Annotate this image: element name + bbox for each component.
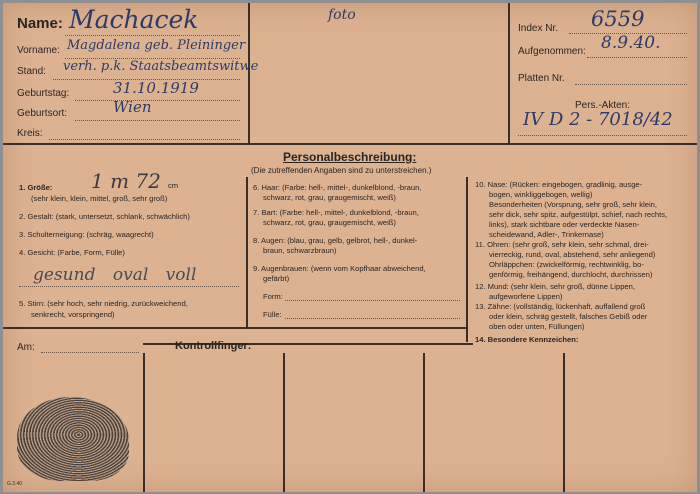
augenbrauen-text-1: 9. Augenbrauen: (wenn vom Kopfhaar abweichend,	[253, 264, 426, 273]
name-value: Machacek	[69, 5, 199, 34]
gesicht-text: 4. Gesicht: (Farbe, Form, Fülle)	[19, 248, 125, 257]
personal-subtitle: (Die zutreffenden Angaben sind zu unterstreichen.)	[251, 166, 432, 175]
ohren-text-3: Ohrläppchen: (zwickelförmig, rechtwinklig, bo-	[489, 260, 644, 269]
fuelle-label: Fülle:	[263, 310, 282, 319]
fuelle-line	[285, 318, 460, 319]
aufgenommen-value: 8.9.40.	[601, 33, 661, 53]
geburtstag-value: 31.10.1919	[113, 79, 199, 97]
bart-text-2: schwarz, rot, grau, graugemischt, weiß)	[263, 218, 396, 227]
augenbrauen-text-2: gefärbt)	[263, 274, 290, 283]
ohren-text-4: genförmig, freihängend, durchlocht, durchrissen)	[489, 270, 653, 279]
nase-text-5: links), stark sichtbare oder verdeckte Nasen-	[489, 220, 640, 229]
personalakten-label: Pers.-Akten:	[575, 100, 631, 111]
schulter-text: 3. Schulterneigung: (schräg, waagrecht)	[19, 230, 154, 239]
stand-label: Stand:	[17, 66, 46, 77]
nase-text-6: scheidewand, Adler-, Trinkernase)	[489, 230, 604, 239]
nase-text-2: bogen, winkliggebogen, wellig)	[489, 190, 593, 199]
mund-text-2: aufgeworfene Lippen)	[489, 292, 563, 301]
gesicht-value: gesund oval voll	[33, 265, 197, 285]
stand-value: verh. p.k. Staatsbeamtswitwe	[63, 59, 259, 74]
haar-text-1: 6. Haar: (Farbe: hell-, mittel-, dunkelblond, -braun,	[253, 183, 422, 192]
geburtsort-line	[75, 120, 240, 121]
zaehne-text-3: oben oder unten, Füllungen)	[489, 322, 585, 331]
stirn-text-1: 5. Stirn: (sehr hoch, sehr niedrig, zurückweichend,	[19, 299, 188, 308]
am-line	[41, 352, 139, 353]
finger-box-divider-2	[283, 353, 285, 492]
ohren-text-1: 11. Ohren: (sehr groß, sehr klein, sehr schmal, drei-	[475, 240, 649, 249]
kennzeichen-text: 14. Besondere Kennzeichen:	[475, 335, 579, 344]
bart-text-1: 7. Bart: (Farbe: hell-, mittel-, dunkelblond, -braun,	[253, 208, 419, 217]
geburtstag-line	[75, 100, 240, 101]
zaehne-text-1: 13. Zähne: (vollständig, lückenhaft, auffallend groß	[475, 302, 646, 311]
index-value: 6559	[591, 7, 645, 31]
personal-title: Personalbeschreibung:	[283, 150, 417, 164]
groesse-options: (sehr klein, klein, mittel, groß, sehr groß)	[31, 194, 168, 203]
nase-text-3: Besonderheiten (Vorsprung, sehr groß, sehr klein,	[489, 200, 657, 209]
aufgenommen-line	[587, 57, 687, 58]
nase-text-1: 10. Nase: (Rücken: eingebogen, gradlinig, ausge-	[475, 180, 643, 189]
gestalt-text: 2. Gestalt: (stark, untersetzt, schlank, schwächlich)	[19, 212, 190, 221]
am-label: Am:	[17, 342, 35, 353]
kreis-label: Kreis:	[17, 128, 43, 139]
gesicht-line	[19, 286, 239, 287]
geburtsort-label: Geburtsort:	[17, 108, 68, 119]
foto-note: foto	[328, 7, 356, 23]
fingerprint-image	[17, 397, 129, 481]
stirn-text-2: senkrecht, vorspringend)	[31, 310, 115, 319]
header-divider-right	[508, 3, 510, 144]
finger-box-divider-3	[423, 353, 425, 492]
platten-line	[575, 84, 687, 85]
personalakten-value: IV D 2 - 7018/42	[523, 109, 673, 130]
registration-card	[3, 3, 697, 492]
augen-text-2: braun, schwarzbraun)	[263, 246, 337, 255]
platten-label: Platten Nr.	[518, 73, 565, 84]
personal-bottom-rule	[3, 327, 468, 329]
header-bottom-rule	[3, 143, 697, 145]
vorname-value: Magdalena geb. Pleininger	[67, 38, 246, 53]
kreis-line	[49, 139, 240, 140]
zaehne-text-2: oder klein, schräg gestellt, falsches Gebiß oder	[489, 312, 648, 321]
aufgenommen-label: Aufgenommen:	[518, 46, 586, 57]
name-label: Name:	[17, 15, 63, 32]
kontrollfinger-label: Kontrollfinger:	[175, 340, 252, 352]
personal-col-divider-1	[246, 177, 248, 327]
nase-text-4: sehr dick, sehr spitz, aufgestülpt, schief, nach rechts,	[489, 210, 668, 219]
haar-text-2: schwarz, rot, grau, graugemischt, weiß)	[263, 193, 396, 202]
vorname-label: Vorname:	[17, 45, 60, 56]
groesse-label: 1. Größe:	[19, 183, 53, 192]
form-label: Form:	[263, 292, 283, 301]
groesse-unit: cm	[168, 181, 179, 190]
index-label: Index Nr.	[518, 23, 559, 34]
personalakten-line	[518, 135, 687, 136]
personal-col-divider-2	[466, 177, 468, 342]
finger-box-divider-1	[143, 353, 145, 492]
mund-text-1: 12. Mund: (sehr klein, sehr groß, dünne Lippen,	[475, 282, 635, 291]
print-code: G.3.40	[7, 481, 23, 487]
geburtsort-value: Wien	[113, 98, 152, 116]
augen-text-1: 8. Augen: (blau, grau, gelb, gelbrot, hell-, dunkel-	[253, 236, 418, 245]
groesse-value: 1 m 72	[91, 169, 161, 193]
geburtstag-label: Geburtstag:	[17, 88, 70, 99]
name-line	[65, 35, 240, 36]
ohren-text-2: vierreckig, rund, oval, abstehend, sehr anliegend)	[489, 250, 656, 259]
form-line	[285, 300, 460, 301]
finger-box-divider-4	[563, 353, 565, 492]
